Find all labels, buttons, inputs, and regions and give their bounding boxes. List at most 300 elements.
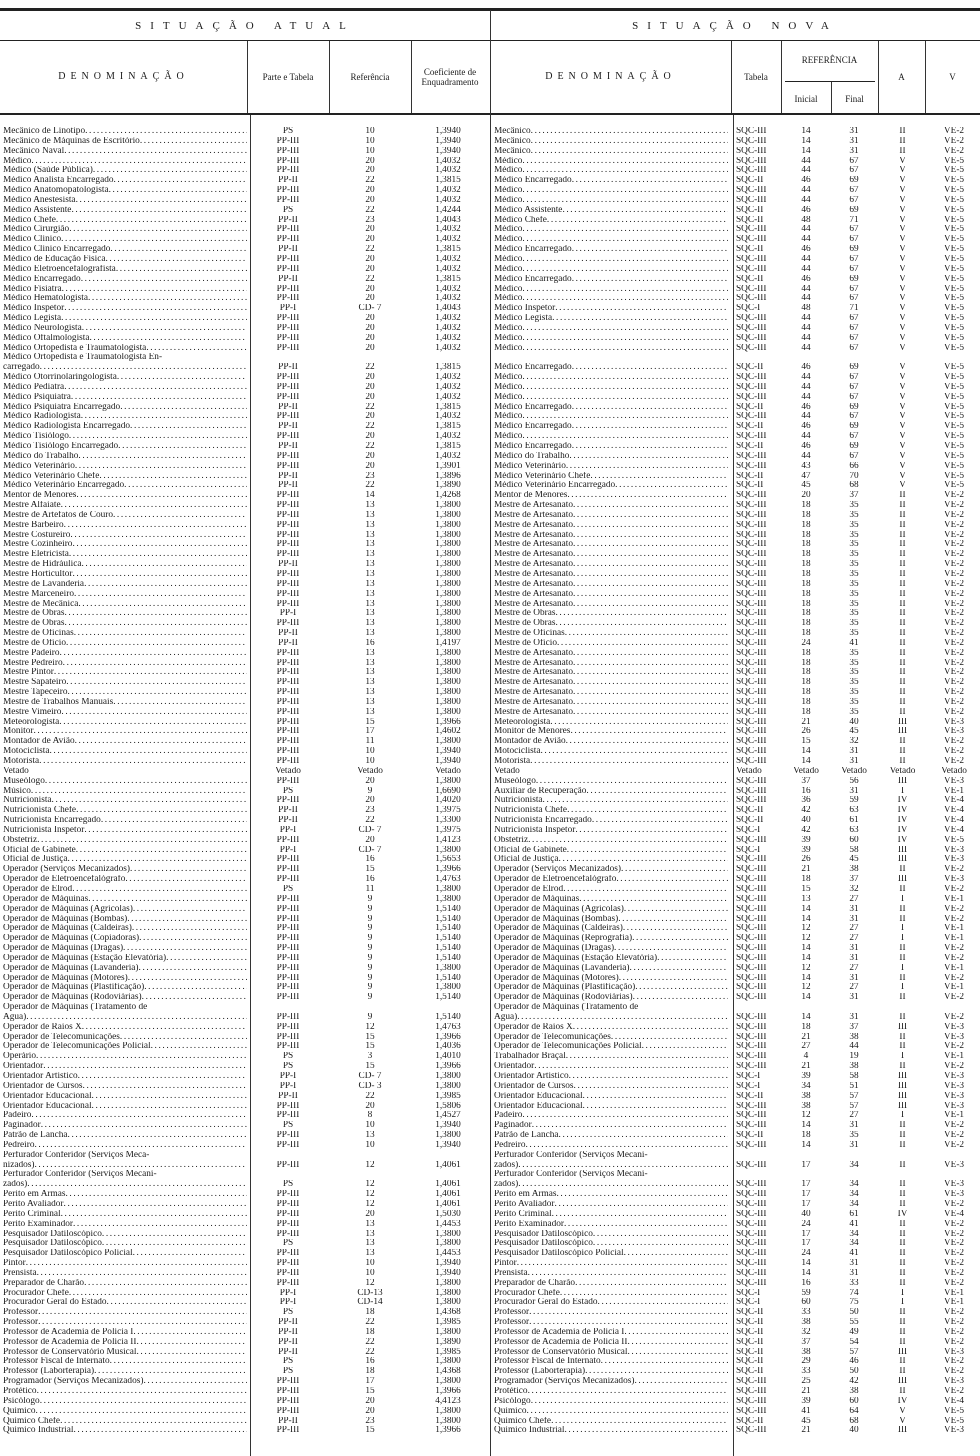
new-a: V (899, 284, 906, 294)
new-denominacao (494, 137, 728, 147)
new-final: 27 (849, 924, 859, 934)
old-referencia: 13 (365, 589, 375, 599)
table-row (0, 501, 980, 511)
old-parte-tabela: PP-III (276, 1219, 300, 1229)
old-coeficiente: 1,4032 (435, 225, 461, 235)
old-referencia: 20 (365, 392, 375, 402)
new-tabela: SQC-III (736, 648, 767, 658)
new-final: 35 (849, 550, 859, 560)
dot-leader (573, 678, 728, 688)
table-row (0, 127, 980, 137)
new-inicial: 14 (801, 1140, 811, 1150)
new-inicial: 38 (801, 1347, 811, 1357)
denominacao-text: Médico (Saúde Pública) (3, 166, 93, 176)
new-denominacao (494, 225, 728, 235)
denominacao-text: Médico Tisiólogo (3, 432, 69, 442)
denominacao-text: Perito Criminal (494, 1209, 552, 1219)
new-inicial: 44 (801, 333, 811, 343)
table-row (0, 511, 980, 521)
denominacao-text: Operador de Máquinas (494, 894, 580, 904)
denominacao-text: Mestre de Artesanato (494, 550, 573, 560)
old-denominacao (3, 1230, 247, 1240)
dot-leader (120, 1033, 247, 1043)
new-final: 38 (849, 1387, 859, 1396)
new-v: VE-5 (943, 422, 965, 432)
new-final: 55 (849, 1318, 859, 1328)
new-v: VE-1 (943, 1111, 965, 1121)
table-row (0, 1298, 980, 1308)
dot-leader (73, 1220, 247, 1230)
old-parte-tabela: PP-III (276, 993, 300, 1003)
denominacao-text: Procurador Geral do Estado (3, 1298, 107, 1308)
new-inicial: 37 (801, 1337, 811, 1347)
new-final: 38 (849, 865, 859, 875)
denominacao-text: Mestre de Artesanato (494, 510, 573, 520)
old-referencia: 13 (365, 697, 375, 707)
new-tabela: SQC-II (736, 442, 764, 451)
old-parte-tabela: PP-II (278, 481, 298, 491)
table-row (0, 974, 980, 984)
table-row (0, 885, 980, 895)
old-denominacao (3, 993, 247, 1003)
old-parte-tabela: PP-III (276, 688, 300, 698)
denominacao-text: Meteorologista (494, 717, 551, 727)
new-tabela: SQC-II (736, 1091, 764, 1101)
new-final: 60 (849, 835, 859, 845)
old-coeficiente: 1,4061 (435, 1190, 461, 1200)
new-denominacao (494, 1161, 728, 1171)
dot-leader (559, 855, 728, 865)
new-a: II (899, 747, 906, 757)
denominacao-text: Mecânico Naval (3, 146, 65, 156)
new-inicial: 18 (801, 707, 811, 717)
denominacao-text: Prensista (494, 1268, 528, 1278)
old-denominacao (3, 974, 247, 984)
new-tabela: SQC-III (736, 451, 767, 461)
table-row (0, 1170, 980, 1180)
denominacao-text: Professor (Laborterapia) (494, 1367, 586, 1377)
dot-leader (84, 826, 247, 836)
old-parte-tabela: PP-II (278, 274, 298, 284)
denominacao-text: Pesquisador Datiloscópico (494, 1229, 593, 1239)
denominacao-text: Médico Encarregado (494, 176, 572, 186)
new-denominacao (494, 1131, 728, 1141)
old-referencia: 9 (367, 1012, 373, 1022)
dot-leader (573, 511, 728, 521)
new-a: V (899, 304, 906, 314)
old-referencia: 20 (365, 294, 375, 304)
new-v: VE-3 (943, 1032, 965, 1042)
new-denominacao (494, 600, 728, 610)
new-a: II (899, 697, 906, 707)
new-final: 31 (849, 1012, 859, 1022)
dot-leader (68, 855, 247, 865)
dot-leader (573, 668, 728, 678)
old-denominacao (3, 1210, 247, 1220)
new-a: II (899, 678, 906, 688)
old-parte-tabela: PS (282, 1308, 294, 1318)
new-denominacao (494, 363, 728, 373)
new-denominacao (494, 1003, 728, 1013)
new-v: VE-5 (943, 442, 965, 451)
old-coeficiente: 1,4061 (435, 1160, 461, 1170)
denominacao-text: Perfurador Conferidor (Serviços Mecani- (494, 1170, 648, 1180)
new-tabela: SQC-III (736, 776, 767, 786)
new-tabela: SQC-II (736, 205, 764, 215)
new-v: VE-1 (943, 1298, 965, 1308)
dot-leader (94, 1367, 247, 1377)
old-denominacao (3, 1328, 247, 1338)
old-parte-tabela: PP-III (276, 510, 300, 520)
old-parte-tabela: PP-III (276, 136, 300, 146)
new-final: 69 (849, 422, 859, 432)
new-inicial: 18 (801, 875, 811, 885)
new-a: V (899, 412, 906, 422)
old-coeficiente: 1,3985 (435, 1091, 461, 1101)
new-denominacao (494, 304, 728, 314)
denominacao-text: Motorista (3, 757, 40, 766)
denominacao-text: zados) (3, 1180, 28, 1190)
new-tabela: SQC-II (736, 1357, 764, 1367)
denominacao-text: Mestre de Artesanato (494, 560, 573, 570)
denominacao-text: Mestre de Artesanato (494, 520, 573, 530)
old-denominacao (3, 895, 247, 905)
old-referencia: 20 (365, 461, 375, 471)
table-row (0, 1279, 980, 1289)
dot-leader (81, 412, 247, 422)
new-denominacao (494, 737, 728, 747)
old-denominacao (3, 1289, 247, 1299)
denominacao-text: Médico Psiquiatra (3, 392, 71, 402)
new-denominacao (494, 1230, 728, 1240)
old-parte-tabela: PP-III (276, 1032, 300, 1042)
new-inicial: 33 (801, 1308, 811, 1318)
old-coeficiente: 1,4032 (435, 412, 461, 422)
new-inicial: 24 (801, 638, 811, 648)
dot-leader (569, 452, 728, 462)
old-referencia: 13 (365, 609, 375, 619)
new-tabela: SQC-III (736, 1012, 767, 1022)
new-a: II (899, 1239, 906, 1249)
new-inicial: 25 (801, 1377, 811, 1387)
new-denominacao (494, 560, 728, 570)
new-tabela: SQC-III (736, 934, 767, 944)
old-parte-tabela: PS (282, 1062, 294, 1072)
table-row (0, 147, 980, 157)
table-row (0, 983, 980, 993)
denominacao-text: Protético (494, 1387, 528, 1396)
new-final: 67 (849, 225, 859, 235)
old-parte-tabela: PS (282, 1121, 294, 1131)
denominacao-text: Médico Legista (3, 314, 62, 324)
dot-leader (565, 1426, 729, 1436)
new-denominacao (494, 255, 728, 265)
denominacao-text: Médico Veterinário (3, 461, 75, 471)
new-inicial: 18 (801, 510, 811, 520)
new-a: II (899, 1367, 906, 1377)
dot-leader (92, 1092, 247, 1102)
dot-leader (166, 954, 247, 964)
denominacao-text: Mestre Alfaiate (3, 501, 61, 511)
new-denominacao (494, 698, 728, 708)
denominacao-text: Museólogo (494, 776, 536, 786)
new-inicial: 46 (801, 422, 811, 432)
dot-leader (116, 265, 247, 275)
old-coeficiente: 1,3815 (435, 274, 461, 284)
old-denominacao (3, 875, 247, 885)
dot-leader (133, 1328, 247, 1338)
old-coeficiente: 1,4453 (435, 1249, 461, 1259)
old-denominacao (3, 157, 247, 167)
new-inicial: 44 (801, 373, 811, 383)
old-coeficiente: 1,3966 (435, 1032, 461, 1042)
denominacao-text: Operador de Telecomunicações Policial (494, 1042, 642, 1052)
new-denominacao (494, 885, 728, 895)
table-row (0, 1003, 980, 1013)
new-tabela: SQC-II (736, 422, 764, 432)
dot-leader (140, 137, 247, 147)
new-tabela: SQC-III (736, 904, 767, 914)
new-denominacao (494, 1102, 728, 1112)
denominacao-text: Médico Encarregado (494, 422, 572, 432)
table-row (0, 294, 980, 304)
old-referencia: 10 (365, 127, 375, 136)
old-referencia: 10 (365, 146, 375, 156)
dot-leader (117, 373, 247, 383)
new-a: II (899, 540, 906, 550)
dot-leader (619, 974, 728, 984)
new-inicial: 39 (801, 835, 811, 845)
denominacao-text: Médico Encarregado (494, 363, 572, 373)
old-coeficiente: 1,3940 (435, 1121, 461, 1131)
new-tabela: SQC-I (736, 1081, 761, 1091)
old-denominacao (3, 294, 247, 304)
new-tabela: SQC-III (736, 589, 767, 599)
dot-leader (59, 718, 247, 728)
dot-leader (69, 432, 247, 442)
denominacao-text: Patrão de Lancha (3, 1131, 68, 1141)
new-tabela: SQC-III (736, 668, 767, 678)
dot-leader (627, 1338, 728, 1348)
new-v: VE-2 (943, 993, 965, 1003)
new-a: I (900, 1288, 905, 1298)
right-col-final: Final (845, 94, 864, 104)
new-a: III (897, 1022, 908, 1032)
old-denominacao (3, 1387, 247, 1397)
old-parte-tabela: PS (282, 1239, 294, 1249)
new-tabela: SQC-I (736, 1298, 761, 1308)
old-parte-tabela: PP-II (278, 402, 298, 412)
old-referencia: 17 (365, 1377, 375, 1387)
new-final: 68 (849, 481, 859, 491)
dot-leader (522, 1111, 728, 1121)
new-final: 31 (849, 1268, 859, 1278)
denominacao-text: Pesquisador Datiloscópico Policial (3, 1249, 133, 1259)
right-col-denominacao: DENOMINAÇÃO (545, 71, 676, 82)
new-denominacao (494, 934, 728, 944)
table-row (0, 915, 980, 925)
denominacao-text: Oficial de Gabinete (494, 845, 567, 855)
new-tabela: SQC-III (736, 1111, 767, 1121)
old-referencia: 20 (365, 451, 375, 461)
new-final: 38 (849, 1032, 859, 1042)
old-denominacao (3, 688, 247, 698)
old-coeficiente: 1,4032 (435, 333, 461, 343)
old-coeficiente: 1,3800 (435, 688, 461, 698)
new-final: 35 (849, 589, 859, 599)
new-denominacao (494, 265, 728, 275)
new-tabela: SQC-III (736, 373, 767, 383)
old-referencia: 15 (365, 865, 375, 875)
dot-leader (531, 137, 728, 147)
new-denominacao (494, 1190, 728, 1200)
old-referencia: 22 (365, 274, 375, 284)
new-v: VE-5 (943, 323, 965, 333)
table-row (0, 334, 980, 344)
dot-leader (37, 836, 247, 846)
dot-leader (543, 796, 728, 806)
denominacao-text: Mestre de Ofício (494, 638, 557, 648)
denominacao-text: Mestre de Oficinas (3, 629, 74, 639)
old-coeficiente: 1,3975 (435, 825, 461, 835)
dot-leader (657, 954, 728, 964)
new-tabela: SQC-III (736, 1180, 767, 1190)
denominacao-text: Mecânico (494, 146, 531, 156)
new-inicial: 34 (801, 1081, 811, 1091)
new-a: II (899, 1131, 906, 1141)
new-inicial: 17 (801, 1180, 811, 1190)
denominacao-text: Médico (494, 343, 523, 353)
new-a: III (897, 855, 908, 865)
new-inicial: 44 (801, 156, 811, 166)
new-denominacao (494, 1042, 728, 1052)
dot-leader (61, 1210, 247, 1220)
new-v: VE-3 (943, 717, 965, 727)
new-final: 67 (849, 343, 859, 353)
old-denominacao (3, 708, 247, 718)
new-denominacao (494, 501, 728, 511)
new-a: II (899, 569, 906, 579)
dot-leader (560, 1289, 728, 1299)
new-denominacao (494, 639, 728, 649)
old-parte-tabela: PP-III (276, 1042, 300, 1052)
dot-leader (573, 540, 728, 550)
dot-leader (624, 1328, 728, 1338)
new-tabela: SQC-II (736, 1318, 764, 1328)
new-tabela: SQC-III (736, 1121, 767, 1131)
table-row (0, 747, 980, 757)
denominacao-text: Oficial de Gabinete (3, 845, 76, 855)
new-inicial: 12 (801, 924, 811, 934)
new-tabela: SQC-III (736, 835, 767, 845)
denominacao-text: Nutricionista Inspetor (494, 825, 576, 835)
table-row (0, 708, 980, 718)
new-a: II (899, 1387, 906, 1396)
new-denominacao (494, 590, 728, 600)
table-row (0, 1190, 980, 1200)
old-parte-tabela: PP-III (276, 914, 300, 924)
old-coeficiente: 1,4453 (435, 1219, 461, 1229)
old-parte-tabela: PP-I (279, 304, 297, 314)
dot-leader (133, 905, 247, 915)
table-row (0, 727, 980, 737)
dot-leader (83, 1082, 247, 1092)
old-parte-tabela: PP-III (276, 1160, 300, 1170)
old-denominacao (3, 1003, 247, 1013)
denominacao-text: Mestre de Hidráulica (3, 560, 82, 570)
new-inicial: 16 (801, 786, 811, 796)
new-tabela: SQC-III (736, 540, 767, 550)
new-denominacao (494, 777, 728, 787)
new-inicial: 44 (801, 323, 811, 333)
new-a: V (899, 451, 906, 461)
new-v: VE-2 (943, 540, 965, 550)
denominacao-text: Protético (3, 1387, 37, 1396)
old-denominacao (3, 147, 247, 157)
new-a: II (899, 914, 906, 924)
old-referencia: 22 (365, 1318, 375, 1328)
denominacao-text: Obstetriz (3, 835, 38, 845)
new-v: VE-2 (943, 599, 965, 609)
old-referencia: 16 (365, 638, 375, 648)
old-coeficiente: 1,4602 (435, 727, 461, 737)
old-referencia: 23 (365, 471, 375, 481)
old-coeficiente: 1,3985 (435, 1318, 461, 1328)
old-denominacao (3, 580, 247, 590)
new-a: III (897, 1081, 908, 1091)
new-tabela: SQC-II (736, 1337, 764, 1347)
old-parte-tabela: PS (282, 1052, 294, 1062)
new-denominacao (494, 403, 728, 413)
old-coeficiente: 1,4032 (435, 392, 461, 402)
old-referencia: 13 (365, 579, 375, 589)
old-coeficiente: 1,3800 (435, 1406, 461, 1416)
old-denominacao (3, 176, 247, 186)
new-inicial: 48 (801, 215, 811, 225)
dot-leader (573, 698, 728, 708)
old-denominacao (3, 1397, 247, 1407)
old-denominacao (3, 1180, 247, 1190)
new-denominacao (494, 1298, 728, 1308)
new-v: VE-2 (943, 1278, 965, 1288)
new-a: V (899, 205, 906, 215)
old-coeficiente: 1,4032 (435, 166, 461, 176)
old-parte-tabela: PP-III (276, 382, 300, 392)
old-referencia: 13 (365, 599, 375, 609)
old-coeficiente: 1,3815 (435, 442, 461, 451)
new-denominacao (494, 511, 728, 521)
denominacao-text: Nutricionista Encarregado (494, 816, 592, 826)
denominacao-text: Mestre Eletricista (3, 550, 69, 560)
dot-leader (572, 363, 728, 373)
table-row (0, 1082, 980, 1092)
denominacao-text: Professor (494, 1318, 530, 1328)
denominacao-text: Mestre de Artesanato (494, 707, 573, 717)
denominacao-text: Perito Avaliador (3, 1199, 64, 1209)
new-a: V (899, 294, 906, 304)
denominacao-text: Paginador (3, 1121, 41, 1131)
dot-leader (633, 993, 728, 1003)
table-row (0, 157, 980, 167)
new-tabela: SQC-I (736, 304, 761, 314)
new-v: VE-5 (943, 343, 965, 353)
new-denominacao (494, 442, 728, 452)
old-denominacao (3, 1082, 247, 1092)
table-row (0, 659, 980, 669)
dot-leader (559, 1131, 728, 1141)
dot-leader (522, 393, 728, 403)
new-inicial: 18 (801, 697, 811, 707)
